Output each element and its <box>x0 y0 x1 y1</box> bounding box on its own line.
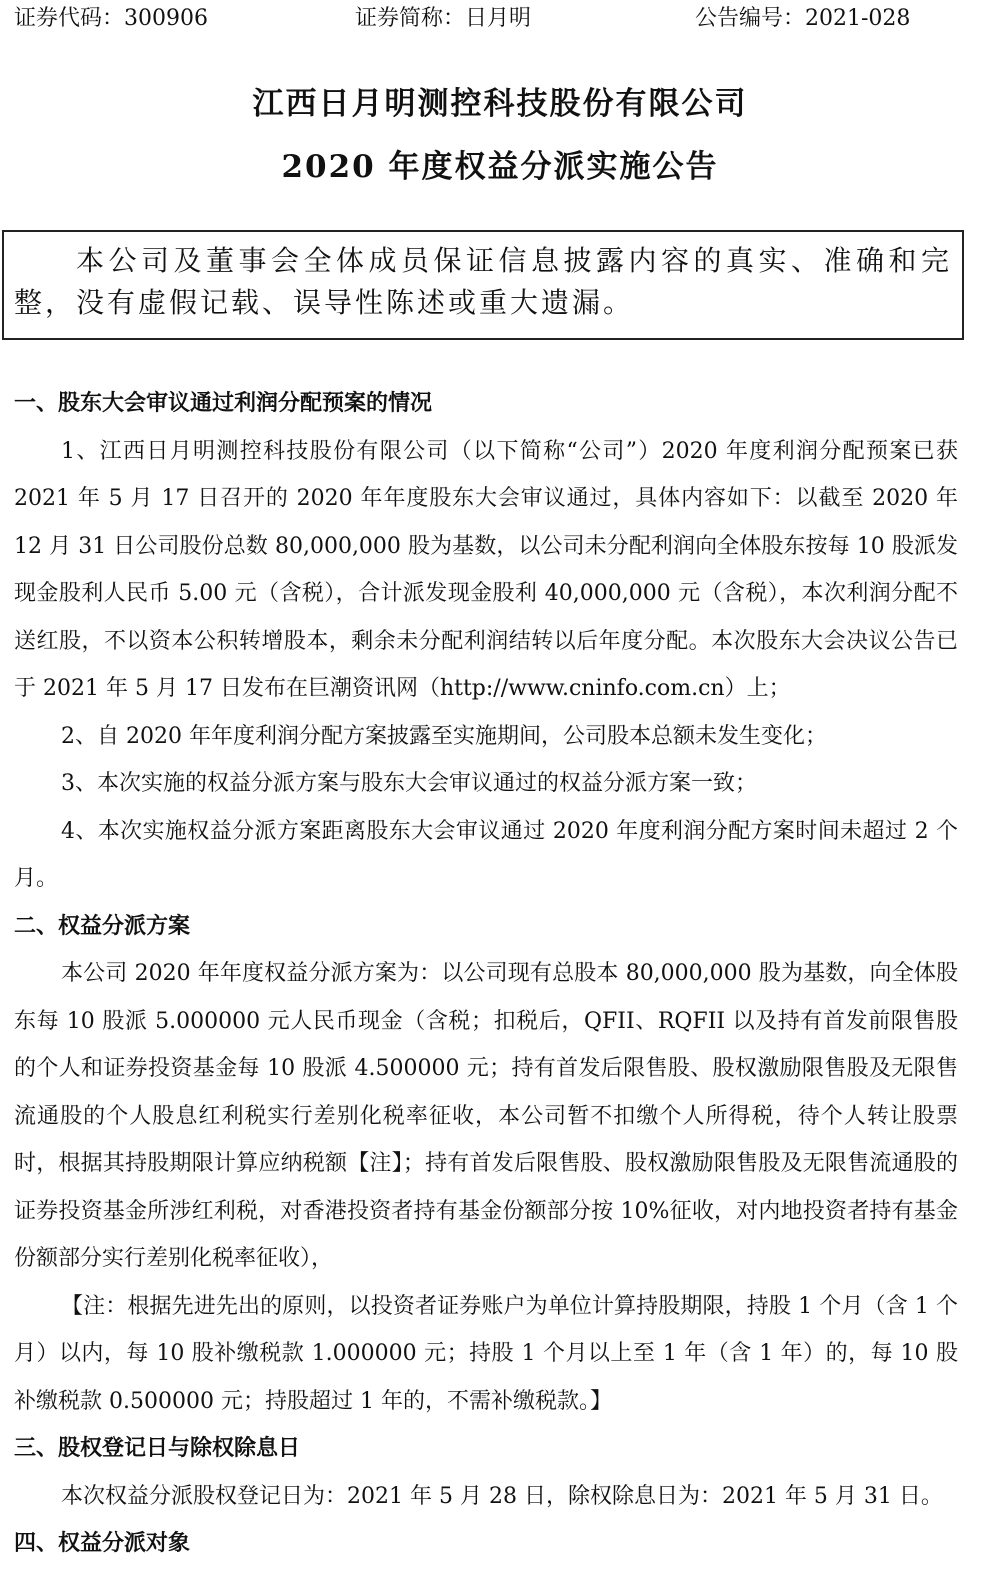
paragraph: 4、本次实施权益分派方案距离股东大会审议通过 2020 年度利润分配方案时间未超过 2 个月。 <box>14 818 958 891</box>
paragraph: 本公司 2020 年年度权益分派方案为：以公司现有总股本 80,000,000 股为基数，向全体股东每 10 股派 5.000000 元人民币现金（含税；扣税后，QFII、RQFII 以及持有首发前限售股的个人和证券投资基金每 10 股派 4.500000 元；持有首发后限售股、股权激励限售股及无限售流通股的个人股息红利税实行差别化税率征收，本公司暂不扣缴个人所得税，待个人转让股票时，根据其持股期限计算应纳税额【注】；持有首发后限售股、股权激励限售股及无限售流通股的证券投资基金所涉红利税，对香港投资者持有基金份额部分按 10%征收，对内地投资者持有基金份额部分实行差别化税率征收）， <box>14 961 958 1271</box>
security-code: 证券代码：300906 <box>14 6 208 31</box>
section-heading-4: 四、权益分派对象 <box>14 1530 191 1556</box>
note-paragraph: 【注：根据先进先出的原则，以投资者证券账户为单位计算持股期限，持股 1 个月（含 1 个月）以内，每 10 股补缴税款 1.000000 元；持股 1 个月以上至 1 年（含 1 年）的，每 10 股补缴税款 0.500000 元；持股超过 1 年的，不需补缴税款。】 <box>14 1293 958 1414</box>
security-short-name: 证券简称：日月明 <box>355 6 532 31</box>
disclaimer-box <box>2 230 964 340</box>
section-heading-2: 二、权益分派方案 <box>14 912 191 939</box>
notice-number: 公告编号：2021-028 <box>695 6 911 31</box>
paragraph: 1、江西日月明测控科技股份有限公司（以下简称“公司”）2020 年度利润分配预案已获 2021 年 5 月 17 日召开的 2020 年年度股东大会审议通过，具体内容如下：以截至 2020 年 12 月 31 日公司股份总数 80,000,000 股为基数，以公司未分配利润向全体股东按每 10 股派发现金股利人民币 5.00 元（含税），合计派发现金股利 40,000,000 元（含税），本次利润分配不送红股，不以资本公积转增股本，剩余未分配利润结转以后年度分配。本次股东大会决议公告已于 2021 年 5 月 17 日发布在巨潮资讯网（http://www.cninfo.com.cn）上； <box>14 438 958 701</box>
paragraph: 3、本次实施的权益分派方案与股东大会审议通过的权益分派方案一致； <box>61 771 757 796</box>
announcement-body <box>14 380 958 1568</box>
document-header <box>0 2 1000 36</box>
section-heading-3: 三、股权登记日与除权除息日 <box>14 1435 301 1461</box>
paragraph: 2、自 2020 年年度利润分配方案披露至实施期间，公司股本总额未发生变化； <box>61 723 827 749</box>
announcement-title: 2020 年度权益分派实施公告 <box>281 149 719 185</box>
company-name-title: 江西日月明测控科技股份有限公司 <box>252 86 748 122</box>
paragraph: 本次权益分派股权登记日为：2021 年 5 月 28 日，除权除息日为：2021 年 5 月 31 日。 <box>61 1483 943 1509</box>
disclaimer-text: 本公司及董事会全体成员保证信息披露内容的真实、准确和完整，没有虚假记载、误导性陈述或重大遗漏。 <box>14 244 952 319</box>
section-heading-1: 一、股东大会审议通过利润分配预案的情况 <box>14 390 433 416</box>
